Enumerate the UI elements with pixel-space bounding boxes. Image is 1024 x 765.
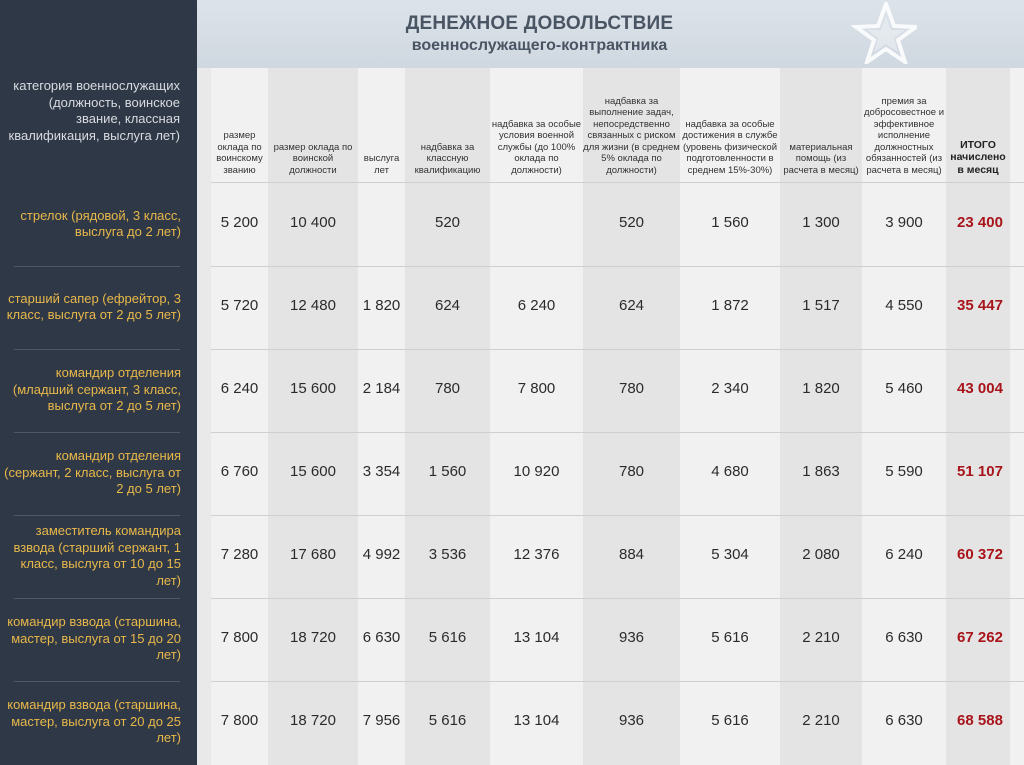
column-header: надбавка за особые условия военной службы (до 100% оклада по должности)	[491, 118, 582, 176]
table-cell: 936	[618, 712, 645, 729]
row-divider	[211, 349, 1024, 350]
column-header: надбавка за особые достижения в службе (уровень физической подготовленности в среднем 15%-30%)	[682, 118, 778, 176]
row-category-label: старший сапер (ефрейтор, 3 класс, выслуга от 2 до 5 лет)	[6, 290, 181, 322]
table-cell: 18 720	[290, 629, 336, 646]
row-divider	[211, 681, 1024, 682]
column-stripe	[1010, 68, 1024, 765]
table-cell: 3 536	[428, 546, 467, 563]
table-cell: 5 616	[428, 712, 467, 729]
table-cell: 13 104	[513, 712, 560, 729]
total-cell: 35 447	[957, 297, 1003, 314]
table-cell: 15 600	[290, 463, 336, 480]
sidebar-divider	[14, 349, 180, 350]
table-cell: 7 800	[220, 712, 259, 729]
row-category-label: командир взвода (старшина, мастер, выслуга от 15 до 20 лет)	[7, 614, 181, 662]
sidebar-divider	[14, 681, 180, 682]
table-cell: 1 300	[802, 214, 840, 231]
table-cell: 1 863	[802, 463, 840, 480]
table-cell: 1 560	[711, 214, 749, 231]
total-cell: 43 004	[957, 380, 1003, 397]
table-cell: 780	[618, 380, 645, 397]
table-cell: 2 184	[362, 380, 401, 397]
table-cell: 5 616	[711, 629, 749, 646]
star-emblem-icon	[851, 2, 917, 64]
table-cell: 7 280	[220, 546, 259, 563]
table-cell: 520	[434, 214, 461, 231]
table-cell: 12 480	[290, 297, 336, 314]
table-cell: 1 820	[362, 297, 401, 314]
row-divider	[211, 266, 1024, 267]
table-cell: 18 720	[290, 712, 336, 729]
table-cell: 6 240	[517, 297, 556, 314]
table-cell: 2 080	[802, 546, 840, 563]
table-cell: 780	[618, 463, 645, 480]
row-divider	[211, 432, 1024, 433]
total-cell: 68 588	[957, 712, 1003, 729]
table-cell: 7 800	[220, 629, 259, 646]
table-cell: 7 956	[362, 712, 401, 729]
table-cell: 7 800	[517, 380, 556, 397]
table-cell: 5 616	[428, 629, 467, 646]
column-header: надбавка за классную квалификацию	[414, 141, 481, 176]
table-cell: 936	[618, 629, 645, 646]
table-cell: 2 340	[711, 380, 749, 397]
table-cell: 5 304	[711, 546, 749, 563]
sidebar-divider	[14, 515, 180, 516]
total-cell: 60 372	[957, 546, 1003, 563]
table-cell: 884	[618, 546, 645, 563]
row-category-label: командир отделения (младший сержант, 3 класс, выслуга от 2 до 5 лет)	[12, 365, 181, 413]
table-cell: 780	[434, 380, 461, 397]
page-title: ДЕНЕЖНОЕ ДОВОЛЬСТВИЕ	[405, 13, 674, 34]
sidebar-divider	[14, 598, 180, 599]
table-cell: 3 354	[362, 463, 401, 480]
table-cell: 624	[618, 297, 645, 314]
sidebar-divider	[14, 266, 180, 267]
title-bar	[197, 0, 1024, 68]
table-cell: 4 550	[885, 297, 923, 314]
table-cell: 5 200	[220, 214, 259, 231]
category-header: категория военнослужащих (должность, воинское звание, классная квалификация, выслуга лет)	[8, 78, 180, 143]
total-cell: 67 262	[957, 629, 1003, 646]
table-cell: 12 376	[513, 546, 560, 563]
row-category-label: заместитель командира взвода (старший сержант, 1 класс, выслуга от 10 до 15 лет)	[13, 523, 181, 588]
table-cell: 6 630	[885, 629, 923, 646]
table-cell: 1 517	[802, 297, 840, 314]
column-header: ИТОГО начислено в месяц	[950, 138, 1006, 176]
table-cell: 3 900	[885, 214, 923, 231]
table-cell: 624	[434, 297, 461, 314]
row-category-label: командир взвода (старшина, мастер, выслуга от 20 до 25 лет)	[7, 697, 181, 745]
table-cell: 5 720	[220, 297, 259, 314]
column-header: материальная помощь (из расчета в месяц)	[783, 141, 859, 176]
table-cell: 6 760	[220, 463, 259, 480]
table-cell: 10 400	[290, 214, 336, 231]
row-category-label: командир отделения (сержант, 2 класс, выслуга от 2 до 5 лет)	[4, 448, 181, 496]
total-cell: 23 400	[957, 214, 1003, 231]
column-header: размер оклада по воинской должности	[273, 141, 353, 176]
column-header: премия за добросовестное и эффективное исполнение должностных обязанностей (из расчета в месяц)	[863, 95, 945, 176]
table-cell: 6 240	[220, 380, 259, 397]
table-cell: 15 600	[290, 380, 336, 397]
table-cell: 10 920	[513, 463, 560, 480]
sidebar-divider	[14, 432, 180, 433]
table-cell: 520	[618, 214, 645, 231]
table-cell: 6 240	[885, 546, 923, 563]
table-cell: 2 210	[802, 629, 840, 646]
column-header: надбавка за выполнение задач, непосредственно связанных с риском для жизни (в среднем 5% оклада по должности)	[583, 95, 680, 176]
table-cell: 5 460	[885, 380, 923, 397]
total-cell: 51 107	[957, 463, 1003, 480]
column-header: размер оклада по воинскому званию	[216, 130, 263, 176]
table-cell: 13 104	[513, 629, 560, 646]
table-cell: 17 680	[290, 546, 336, 563]
table-cell: 6 630	[362, 629, 401, 646]
table-cell: 5 590	[885, 463, 923, 480]
page-subtitle: военнослужащего-контрактника	[411, 37, 668, 54]
table-cell: 2 210	[802, 712, 840, 729]
row-divider	[211, 182, 1024, 183]
table-cell: 4 992	[362, 546, 401, 563]
row-divider	[211, 515, 1024, 516]
table-cell: 1 872	[711, 297, 749, 314]
table-cell: 4 680	[711, 463, 749, 480]
column-header: выслуга лет	[363, 153, 400, 176]
table-cell: 5 616	[711, 712, 749, 729]
table-cell: 1 820	[802, 380, 840, 397]
row-divider	[211, 598, 1024, 599]
table-cell: 1 560	[428, 463, 467, 480]
table-cell: 6 630	[885, 712, 923, 729]
row-category-label: стрелок (рядовой, 3 класс, выслуга до 2 лет)	[20, 207, 181, 239]
